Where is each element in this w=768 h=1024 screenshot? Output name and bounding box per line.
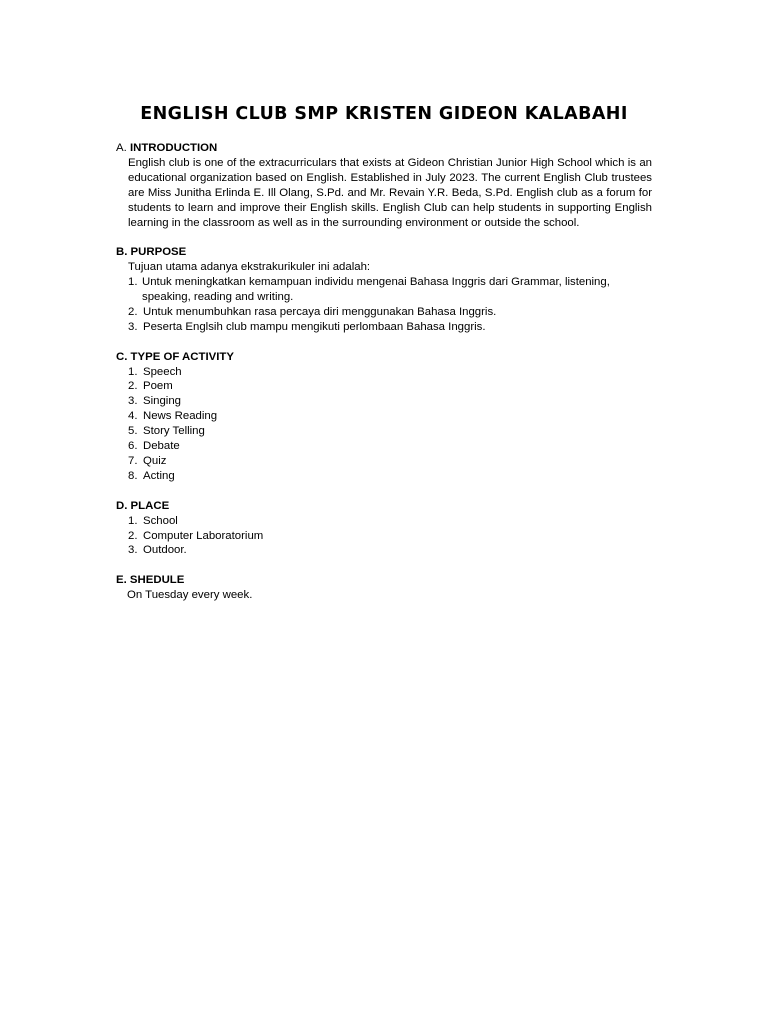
- introduction-heading: [116, 141, 652, 156]
- place-item: [128, 543, 652, 558]
- place-item-text: School: [143, 514, 178, 527]
- schedule-heading: E. SHEDULE: [116, 574, 185, 587]
- place-item-number: 2.: [128, 529, 138, 542]
- place-heading: D. PLACE: [116, 499, 170, 512]
- activity-list: [116, 365, 652, 484]
- activity-item-text: Poem: [143, 380, 173, 393]
- activity-item: [128, 439, 652, 454]
- introduction-heading-text: INTRODUCTION: [129, 142, 218, 154]
- activity-item-number: 2.: [128, 380, 138, 393]
- place-section: [116, 499, 652, 559]
- introduction-paragraph: English club is one of the extracurriculars that exists at Gideon Christian Junior High School which is an educational organization based on English. Established in July 2023. The current English Club trustees are Miss Junitha Erlinda E. Ill Olang, S.Pd. and Mr. Revain Y.R. Beda, S.Pd. English club as a forum for students to learn and improve their English skills. English Club can help students in supporting English learning in the classroom as well as in the surrounding environment or outside the school.: [128, 156, 652, 229]
- activity-item-number: 4.: [128, 410, 138, 423]
- purpose-intro: Tujuan utama adanya ekstrakurikuler ini adalah:: [128, 261, 371, 274]
- activity-item-number: 7.: [128, 455, 138, 467]
- activity-item: [128, 469, 652, 484]
- purpose-item-number: 1.: [128, 276, 138, 289]
- document-title: ENGLISH CLUB SMP KRISTEN GIDEON KALABAHI: [140, 104, 628, 124]
- purpose-list: [116, 275, 652, 335]
- activity-item-text: Debate: [143, 440, 180, 453]
- schedule-section: [116, 573, 652, 603]
- purpose-item-number: 3.: [128, 320, 138, 333]
- activity-item: [128, 365, 652, 380]
- activity-section: [116, 350, 652, 484]
- activity-item-number: 1.: [128, 365, 138, 378]
- place-list: [116, 514, 652, 559]
- activity-item-number: 6.: [128, 440, 138, 453]
- activity-item-text: Quiz: [143, 455, 167, 467]
- schedule-text: On Tuesday every week.: [127, 589, 253, 602]
- purpose-item-text: Peserta Englsih club mampu mengikuti perlombaan Bahasa Inggris.: [143, 320, 486, 333]
- purpose-item-number: 2.: [128, 305, 138, 318]
- place-item-number: 3.: [128, 544, 138, 557]
- purpose-item: [128, 275, 652, 305]
- document-body: [116, 141, 652, 618]
- purpose-item-text: Untuk menumbuhkan rasa percaya diri menggunakan Bahasa Inggris.: [143, 305, 497, 318]
- activity-item: [128, 379, 652, 394]
- activity-item: [128, 409, 652, 424]
- purpose-item: [128, 320, 652, 335]
- activity-item-text: Acting: [143, 469, 175, 482]
- purpose-section: [116, 245, 652, 334]
- place-item-number: 1.: [128, 514, 138, 527]
- place-item: [128, 514, 652, 529]
- activity-item-text: Speech: [143, 365, 182, 378]
- place-item: [128, 529, 652, 544]
- activity-item: [128, 454, 652, 469]
- place-item-text: Computer Laboratorium: [143, 529, 264, 542]
- place-item-text: Outdoor.: [143, 544, 187, 557]
- activity-item-text: Story Telling: [143, 425, 205, 438]
- activity-item-text: Singing: [143, 395, 181, 408]
- activity-item-number: 8.: [128, 469, 138, 482]
- activity-item: [128, 394, 652, 409]
- activity-item-number: 5.: [128, 425, 138, 438]
- introduction-letter: A.: [116, 142, 127, 154]
- purpose-item: [128, 305, 652, 320]
- purpose-heading: B. PURPOSE: [116, 246, 187, 259]
- activity-heading: C. TYPE OF ACTIVITY: [116, 350, 234, 363]
- activity-item: [128, 424, 652, 439]
- activity-item-text: News Reading: [143, 410, 218, 423]
- purpose-item-text: Untuk meningkatkan kemampuan individu mengenai Bahasa Inggris dari Grammar, listening, speaking, reading and writing.: [142, 276, 610, 304]
- activity-item-number: 3.: [128, 395, 138, 408]
- introduction-section: [116, 141, 652, 230]
